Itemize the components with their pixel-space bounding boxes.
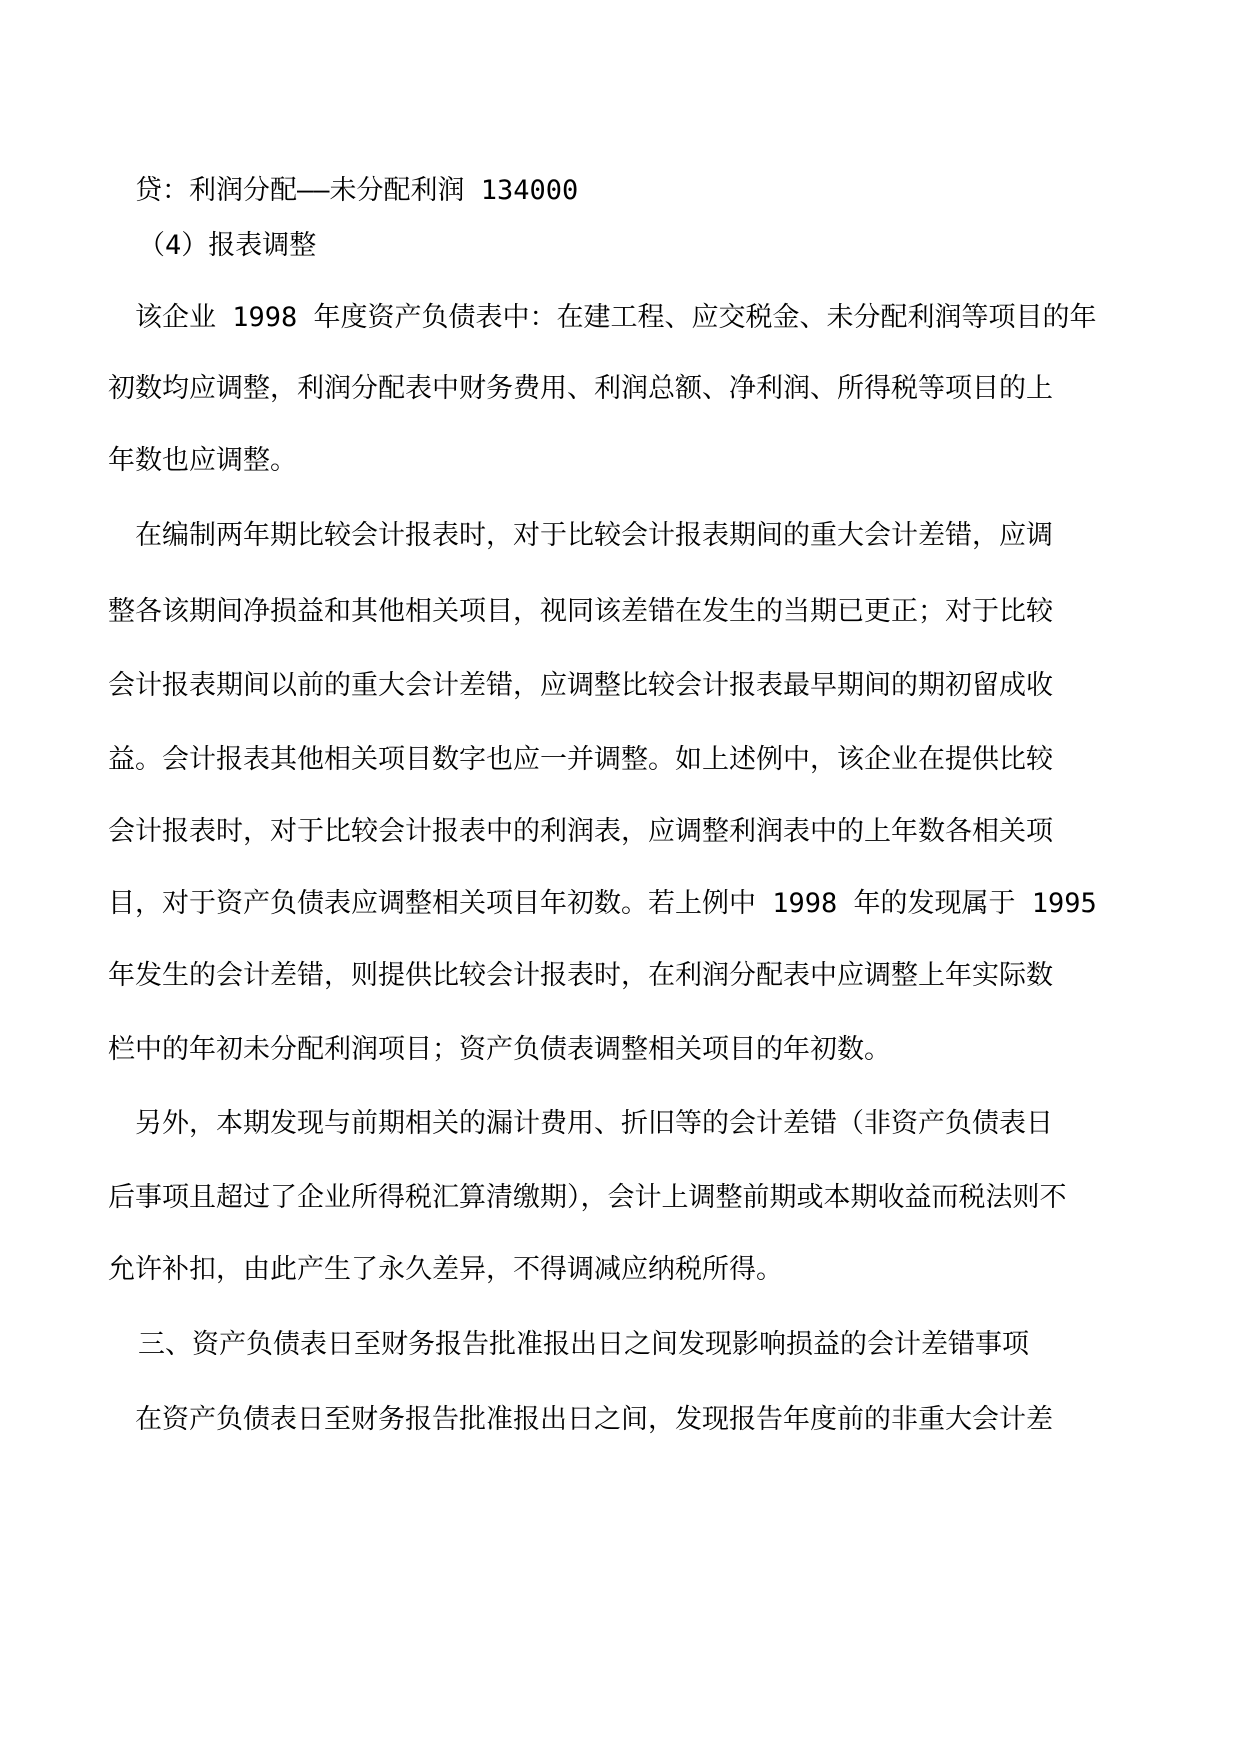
paragraph-line: 在编制两年期比较会计报表时，对于比较会计报表期间的重大会计差错，应调 [135, 520, 1053, 551]
paragraph-line: 该企业 1998 年度资产负债表中：在建工程、应交税金、未分配利润等项目的年 [135, 302, 1097, 333]
paragraph-line: 益。会计报表其他相关项目数字也应一并调整。如上述例中，该企业在提供比较 [108, 744, 1053, 775]
section-heading-three: 三、资产负债表日至财务报告批准报出日之间发现影响损益的会计差错事项 [138, 1329, 1029, 1360]
paragraph-line: 另外，本期发现与前期相关的漏计费用、折旧等的会计差错（非资产负债表日 [135, 1108, 1053, 1139]
paragraph-line: 会计报表时，对于比较会计报表中的利润表，应调整利润表中的上年数各相关项 [108, 816, 1053, 847]
paragraph-line: 在资产负债表日至财务报告批准报出日之间，发现报告年度前的非重大会计差 [135, 1404, 1053, 1435]
paragraph-line: 允许补扣，由此产生了永久差异，不得调减应纳税所得。 [108, 1254, 783, 1285]
paragraph-line: 年发生的会计差错，则提供比较会计报表时，在利润分配表中应调整上年实际数 [108, 960, 1053, 991]
journal-entry-credit-line: 贷：利润分配——未分配利润 134000 [135, 175, 579, 206]
paragraph-line: 年数也应调整。 [108, 445, 297, 476]
paragraph-line: 整各该期间净损益和其他相关项目，视同该差错在发生的当期已更正；对于比较 [108, 596, 1053, 627]
paragraph-line: 栏中的年初未分配利润项目；资产负债表调整相关项目的年初数。 [108, 1034, 891, 1065]
paragraph-line: 会计报表期间以前的重大会计差错，应调整比较会计报表最早期间的期初留成收 [108, 670, 1053, 701]
section-heading-report-adjustment: （4）报表调整 [138, 230, 317, 261]
paragraph-line: 初数均应调整，利润分配表中财务费用、利润总额、净利润、所得税等项目的上 [108, 373, 1053, 404]
paragraph-line: 目，对于资产负债表应调整相关项目年初数。若上例中 1998 年的发现属于 1995 [108, 888, 1097, 919]
paragraph-line: 后事项且超过了企业所得税汇算清缴期），会计上调整前期或本期收益而税法则不 [108, 1182, 1067, 1213]
